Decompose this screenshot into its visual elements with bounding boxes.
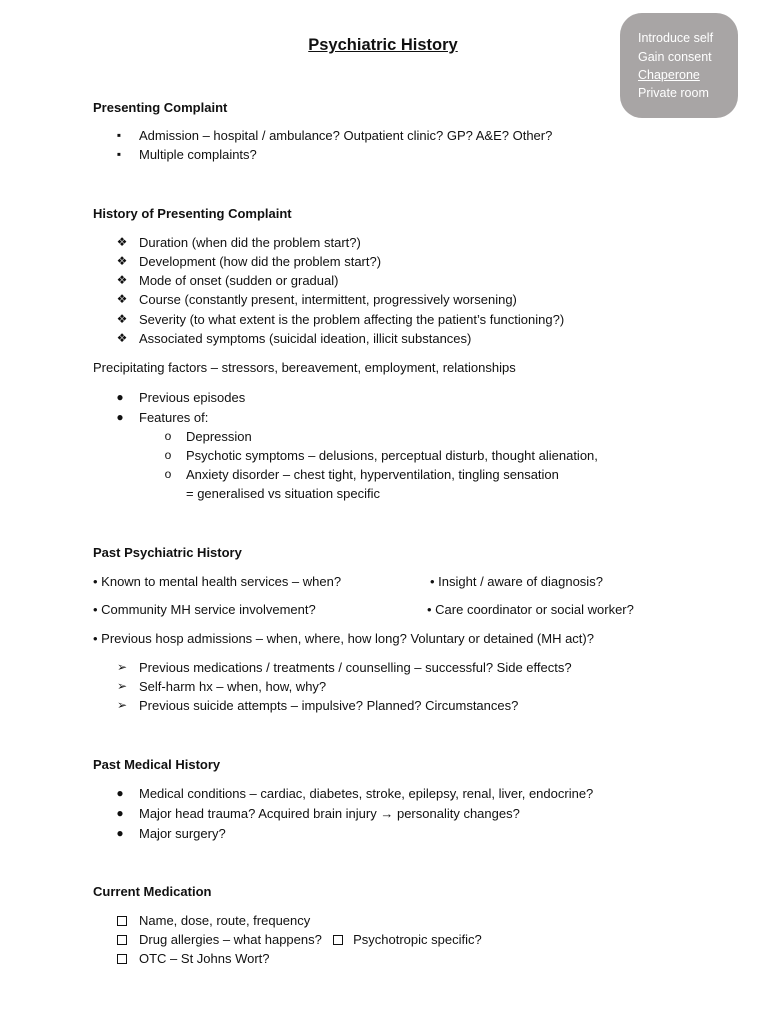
circle-bullet-icon: o	[164, 467, 172, 481]
section-heading-current-medication: Current Medication	[93, 884, 212, 899]
inline-item: • Care coordinator or social worker?	[427, 602, 634, 617]
diamond-bullet-icon: ❖	[116, 331, 128, 345]
section-heading-presenting-complaint: Presenting Complaint	[93, 100, 228, 115]
diamond-bullet-icon: ❖	[116, 235, 128, 249]
list-item: Medical conditions – cardiac, diabetes, stroke, epilepsy, renal, liver, endocrine?	[139, 786, 594, 801]
list-item: Course (constantly present, intermittent, progressively worsening)	[139, 292, 517, 307]
square-bullet-icon: ▪	[116, 128, 122, 142]
callout-item-chaperone: Chaperone	[638, 68, 700, 82]
section-heading-past-medical-history: Past Medical History	[93, 757, 221, 772]
callout-item-introduce: Introduce self	[638, 31, 714, 45]
list-item: Duration (when did the problem start?)	[139, 235, 361, 250]
sub-list-item: Anxiety disorder – chest tight, hyperventilation, tingling sensation	[186, 467, 559, 482]
sub-list-item: Depression	[186, 429, 252, 444]
list-item: Features of:	[139, 410, 209, 425]
circle-bullet-icon: o	[164, 448, 172, 462]
sub-list-item: Psychotic symptoms – delusions, perceptual disturb, thought alienation,	[186, 448, 598, 463]
checklist-callout	[620, 13, 738, 118]
diamond-bullet-icon: ❖	[116, 312, 128, 326]
section-heading-hpc: History of Presenting Complaint	[93, 206, 292, 221]
circle-bullet-icon: o	[164, 429, 172, 443]
bullet-icon: ●	[116, 786, 124, 800]
psychotropic-text: Psychotropic specific?	[353, 932, 482, 947]
callout-item-consent: Gain consent	[638, 50, 712, 64]
diamond-bullet-icon: ❖	[116, 254, 128, 268]
inline-item: • Community MH service involvement?	[93, 602, 316, 617]
list-item: Development (how did the problem start?)	[139, 254, 382, 269]
list-item: Associated symptoms (suicidal ideation, illicit substances)	[139, 331, 472, 346]
checkbox-icon	[117, 916, 127, 926]
checkbox-icon	[117, 935, 127, 945]
bullet-icon: ●	[116, 806, 124, 820]
list-item: Previous medications / treatments / counselling – successful? Side effects?	[139, 660, 572, 675]
arrow-bullet-icon: ➢	[116, 698, 128, 712]
list-item	[139, 932, 482, 947]
diamond-bullet-icon: ❖	[116, 273, 128, 287]
inline-item: • Previous hosp admissions – when, where, how long? Voluntary or detained (MH act)?	[93, 631, 594, 646]
arrow-bullet-icon: ➢	[116, 660, 128, 674]
list-item: Severity (to what extent is the problem affecting the patient’s functioning?)	[139, 312, 565, 327]
list-item: Previous suicide attempts – impulsive? Planned? Circumstances?	[139, 698, 519, 713]
list-item: Admission – hospital / ambulance? Outpatient clinic? GP? A&E? Other?	[139, 128, 553, 143]
list-item: Previous episodes	[139, 390, 246, 405]
page-title: Psychiatric History	[308, 36, 458, 54]
list-item: Name, dose, route, frequency	[139, 913, 311, 928]
precipitating-factors: Precipitating factors – stressors, bereavement, employment, relationships	[93, 360, 516, 375]
drug-allergies-text: Drug allergies – what happens?	[139, 932, 322, 947]
list-item: OTC – St Johns Wort?	[139, 951, 270, 966]
bullet-icon: ●	[116, 390, 124, 404]
checkbox-icon	[117, 954, 127, 964]
sub-list-item-continuation: = generalised vs situation specific	[186, 486, 381, 501]
bullet-icon: ●	[116, 410, 124, 424]
checkbox-icon	[333, 935, 343, 945]
list-item: Major head trauma? Acquired brain injury → personality changes?	[139, 806, 520, 821]
bullet-icon: ●	[116, 826, 124, 840]
inline-item: • Known to mental health services – when?	[93, 574, 342, 589]
section-heading-past-psychiatric-history: Past Psychiatric History	[93, 545, 242, 560]
arrow-bullet-icon: ➢	[116, 679, 128, 693]
list-item: Multiple complaints?	[139, 147, 257, 162]
diamond-bullet-icon: ❖	[116, 292, 128, 306]
callout-item-private-room: Private room	[638, 86, 709, 100]
square-bullet-icon: ▪	[116, 147, 122, 161]
list-item: Major surgery?	[139, 826, 226, 841]
list-item: Self-harm hx – when, how, why?	[139, 679, 327, 694]
list-item: Mode of onset (sudden or gradual)	[139, 273, 339, 288]
inline-item: • Insight / aware of diagnosis?	[430, 574, 603, 589]
